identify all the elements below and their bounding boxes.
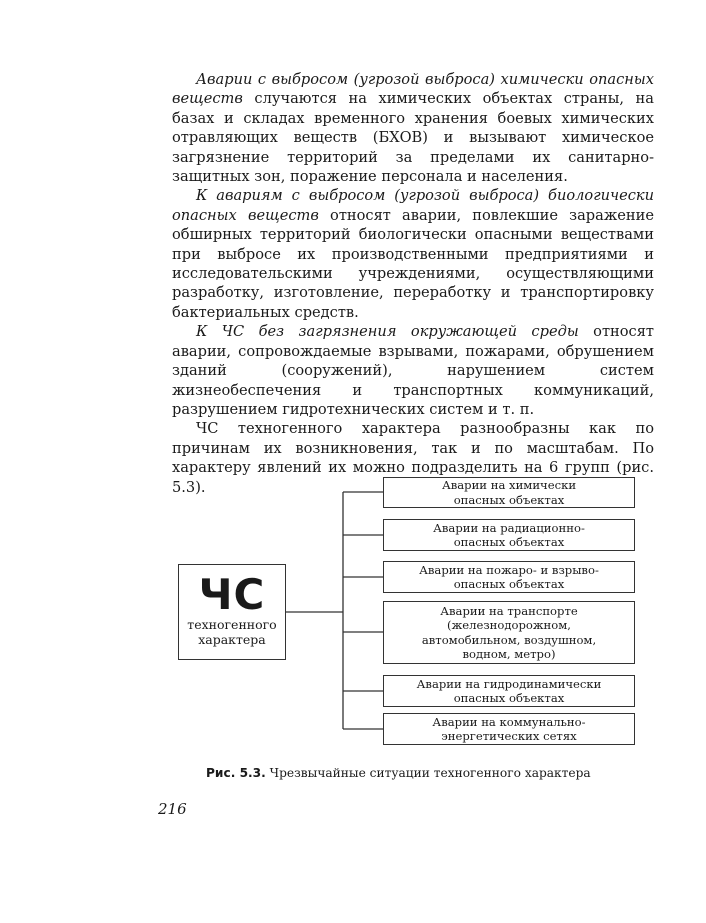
category-utility-networks xyxy=(383,713,635,745)
figure-caption-text: Чрезвычайные ситуации техногенного характера xyxy=(265,766,591,780)
page-number: 216 xyxy=(158,800,187,818)
figure-caption-label: Рис. 5.3. xyxy=(206,766,266,780)
paragraph-chemical-text: случаются на химических объектах страны, на базах и складах временного хранения боевых химических отравляющих веществ (БХОВ) и вызывают химическое загрязнение территорий за пределами их санитарно-защитных зон, поражение персонала и населения. xyxy=(172,90,654,186)
category-line: опасных объектах xyxy=(453,492,565,507)
category-line: опасных объектах xyxy=(453,691,565,705)
paragraph-biological-text: относят аварии, повлекшие заражение обширных территорий биологически опасными веществами при выбросе их производственными предприятиями и исследовательскими учреждениями, осуществляющими разработку, изготовление, переработку и транспортировку бактериальных средств. xyxy=(172,206,654,321)
paragraph-chemical-term: Аварии с выбросом (угрозой выброса) химически опасных веществ xyxy=(172,71,654,108)
paragraph-biological-term: К авариям с выбросом (угрозой выброса) биологически опасных веществ xyxy=(172,187,654,224)
category-line: (железнодорожном, xyxy=(447,618,571,633)
category-line: водном, метро) xyxy=(462,646,556,661)
category-line: опасных объектах xyxy=(453,577,565,591)
paragraph-no-pollution-term: К ЧС без загрязнения окружающей среды xyxy=(196,323,579,341)
main-label-line-2: характера xyxy=(198,632,266,647)
category-line: Аварии на гидродинамически xyxy=(416,676,602,691)
category-line: энергетических сетях xyxy=(441,729,577,743)
category-fire-explosion xyxy=(383,561,635,593)
paragraph-no-pollution-text: относят аварии, сопровождаемые взрывами, пожарами, обрушением зданий (сооружений), нарушением систем жизнеобеспечения и транспортных коммуникаций, разрушением гидротехнических систем и т. п. xyxy=(172,323,654,418)
category-transport xyxy=(383,601,635,664)
category-line: Аварии на коммунально- xyxy=(432,714,586,729)
figure-caption xyxy=(206,766,626,780)
category-line: Аварии на пожаро- и взрыво- xyxy=(419,562,599,577)
category-line: Аварии на транспорте xyxy=(440,603,578,618)
category-line: Аварии на радиационно- xyxy=(433,520,585,535)
category-line: автомобильном, воздушном, xyxy=(421,632,597,647)
category-hydrodynamic xyxy=(383,675,635,707)
main-abbreviation: ЧС xyxy=(198,570,266,619)
category-line: опасных объектах xyxy=(453,535,565,549)
category-chemical xyxy=(383,477,635,508)
paragraph-groups-text: ЧС техногенного характера разнообразны как по причинам их возникновения, так и по масштабам. По характеру явлений их можно подразделить на 6 групп (рис. 5.3). xyxy=(172,420,654,496)
main-category-box xyxy=(178,564,286,660)
category-radiation xyxy=(383,519,635,551)
category-line: Аварии на химически xyxy=(441,478,577,493)
main-label-line-1: техногенного xyxy=(187,617,277,632)
